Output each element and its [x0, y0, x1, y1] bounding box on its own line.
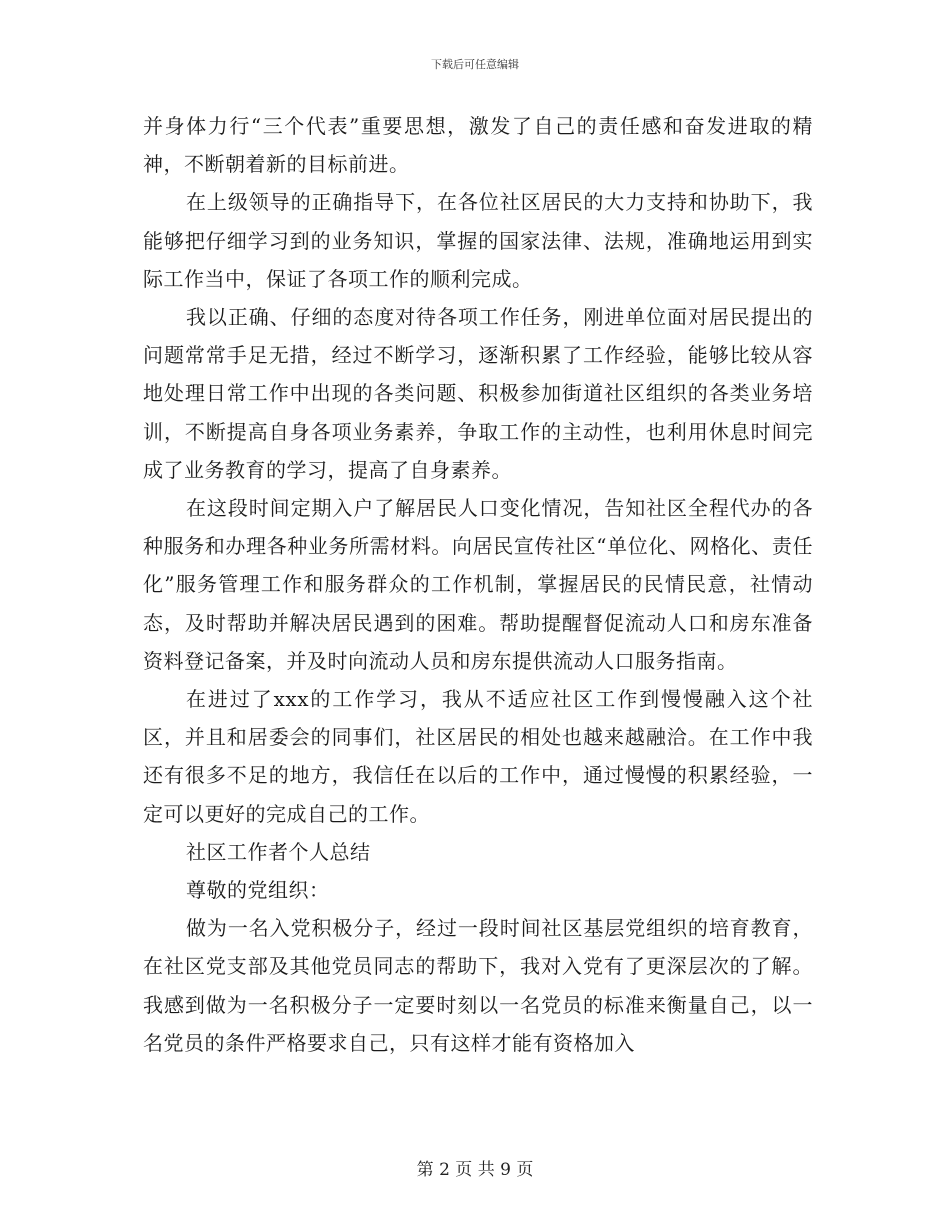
document-body — [143, 107, 813, 1062]
paragraph: 在上级领导的正确指导下，在各位社区居民的大力支持和协助下，我能够把仔细学习到的业务知识，掌握的国家法律、法规，准确地运用到实际工作当中，保证了各项工作的顺利完成。 — [143, 190, 813, 291]
paragraph: 做为一名入党积极分子，经过一段时间社区基层党组织的培育教育，在社区党支部及其他党员同志的帮助下，我对入党有了更深层次的了解。我感到做为一名积极分子一定要时刻以一名党员的标准来衡量自己，以一名党员的条件严格要求自己，只有这样才能有资格加入 — [143, 916, 813, 1055]
paragraph: 并身体力行“三个代表”重要思想，激发了自己的责任感和奋发进取的精神，不断朝着新的目标前进。 — [143, 114, 813, 177]
header-note: 下载后可任意编辑 — [431, 58, 519, 71]
paragraph: 我以正确、仔细的态度对待各项工作任务，刚进单位面对居民提出的问题常常手足无措，经过不断学习，逐渐积累了工作经验，能够比较从容地处理日常工作中出现的各类问题、积极参加街道社区组织的各类业务培训，不断提高自身各项业务素养，争取工作的主动性，也利用休息时间完成了业务教育的学习，提高了自身素养。 — [143, 305, 813, 482]
section-title: 社区工作者个人总结 — [186, 839, 371, 864]
paragraph: 在这段时间定期入户了解居民人口变化情况，告知社区全程代办的各种服务和办理各种业务所需材料。向居民宣传社区“单位化、网格化、责任化”服务管理工作和服务群众的工作机制，掌握居民的民情民意，社情动态，及时帮助并解决居民遇到的困难。帮助提醒督促流动人口和房东准备资料登记备案，并及时向流动人员和房东提供流动人口服务指南。 — [143, 496, 813, 673]
page-number: 第 2 页 共 9 页 — [416, 1160, 534, 1180]
salutation: 尊敬的党组织： — [186, 878, 330, 903]
paragraph: 在进过了xxx的工作学习，我从不适应社区工作到慢慢融入这个社区，并且和居委会的同事们，社区居民的相处也越来越融洽。在工作中我还有很多不足的地方，我信任在以后的工作中，通过慢慢的积累经验，一定可以更好的完成自己的工作。 — [143, 687, 813, 826]
